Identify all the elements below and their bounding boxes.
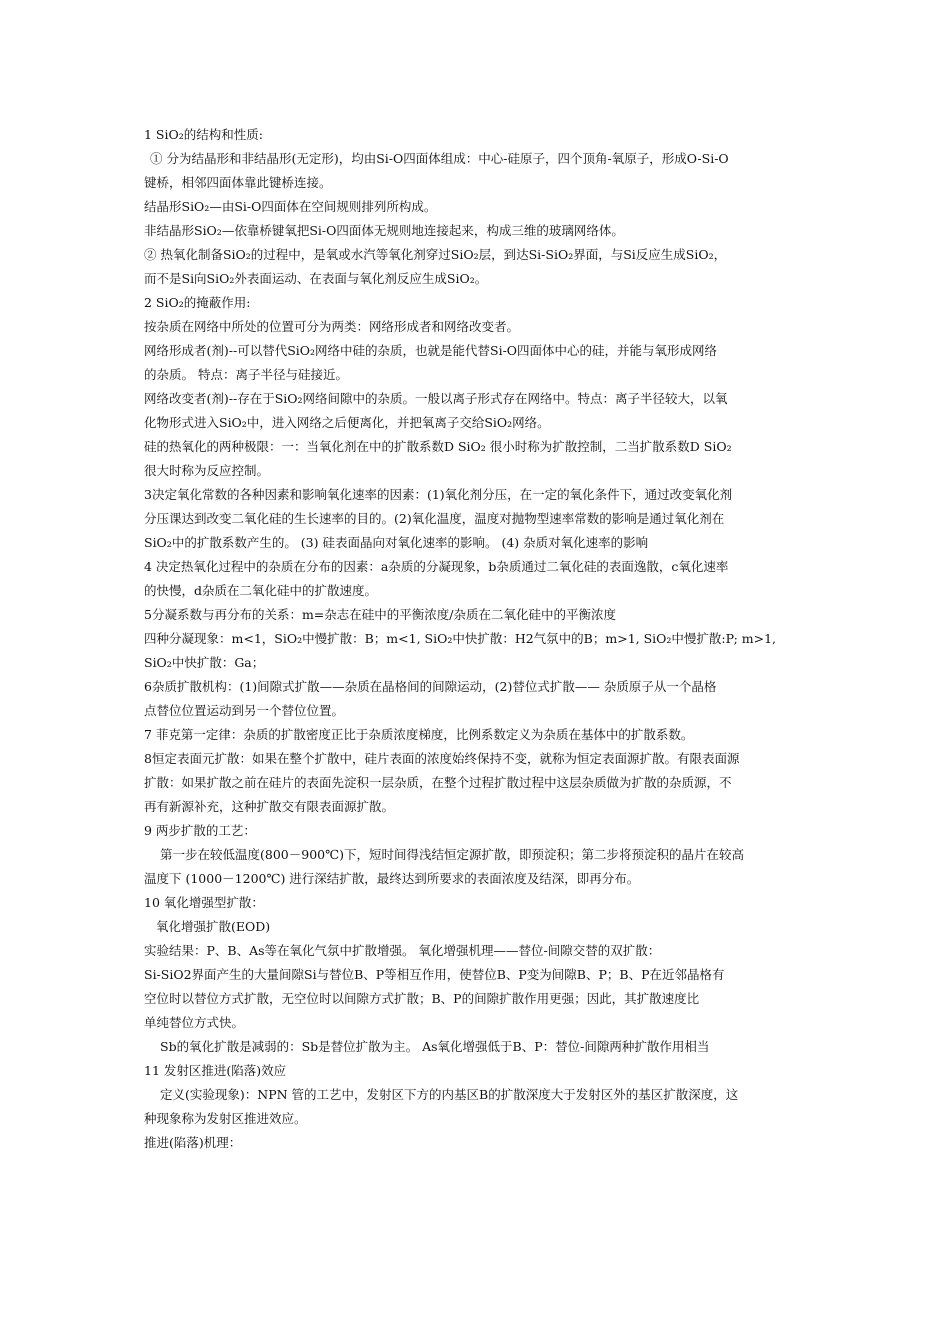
text-line: 非结晶形SiO₂—依靠桥键氧把Si-O四面体无规则地连接起来，构成三维的玻璃网络体。 xyxy=(144,223,624,238)
section-heading: 11 发射区推进(陷落)效应 xyxy=(144,1063,287,1078)
text-line: 键桥，相邻四面体靠此键桥连接。 xyxy=(144,175,332,190)
text-line: 空位时以替位方式扩散，无空位时以间隙方式扩散；B、P的间隙扩散作用更强；因此，其扩散速度比 xyxy=(144,991,700,1006)
section-heading: 5分凝系数与再分布的关系：m=杂志在硅中的平衡浓度/杂质在二氧化硅中的平衡浓度 xyxy=(144,607,616,622)
text-line: SiO₂中的扩散系数产生的。 (3) 硅表面晶向对氧化速率的影响。 (4) 杂质对氧化速率的影响 xyxy=(144,535,649,550)
text-line: 四种分凝现象：m<1，SiO₂中慢扩散：B；m<1, SiO₂中快扩散：H2气氛中的B；m>1, SiO₂中慢扩散:P; m>1, xyxy=(144,631,777,646)
text-line: 网络形成者(剂)--可以替代SiO₂网络中硅的杂质，也就是能代替Si-O四面体中心的硅，并能与氧形成网络 xyxy=(144,343,718,358)
text-line: 点替位位置运动到另一个替位位置。 xyxy=(144,703,345,718)
text-line: 氧化增强扩散(EOD) xyxy=(156,919,271,934)
text-line: 温度下 (1000－1200℃) 进行深结扩散，最终达到所要求的表面浓度及结深，即再分布。 xyxy=(144,871,640,886)
text-line: 扩散：如果扩散之前在硅片的表面先淀积一层杂质，在整个过程扩散过程中这层杂质做为扩散的杂质源，不 xyxy=(144,775,732,790)
text-line: 按杂质在网络中所处的位置可分为两类：网络形成者和网络改变者。 xyxy=(144,319,520,334)
section-heading: 6杂质扩散机构：(1)间隙式扩散——杂质在晶格间的间隙运动，(2)替位式扩散—— 杂质原子从一个晶格 xyxy=(144,679,717,694)
document-body xyxy=(144,123,810,1155)
text-line: 的快慢，d杂质在二氧化硅中的扩散速度。 xyxy=(144,583,378,598)
text-line: 再有新源补充，这种扩散交有限表面源扩散。 xyxy=(144,799,395,814)
text-line: 第一步在较低温度(800－900℃)下，短时间得浅结恒定源扩散，即预淀积；第二步将预淀积的晶片在较高 xyxy=(160,847,744,862)
text-line: ① 分为结晶形和非结晶形(无定形)，均由Si-O四面体组成：中心-硅原子，四个顶角-氧原子，形成O-Si-O xyxy=(150,151,729,166)
text-line: 的杂质。 特点：离子半径与硅接近。 xyxy=(144,367,348,382)
text-line: ② 热氧化制备SiO₂的过程中，是氧或水汽等氧化剂穿过SiO₂层，到达Si-SiO₂界面，与Si反应生成SiO₂， xyxy=(144,247,727,262)
text-line: 硅的热氧化的两种极限：一：当氧化剂在中的扩散系数D SiO₂ 很小时称为扩散控制，二当扩散系数D SiO₂ xyxy=(144,439,732,454)
text-line: 化物形式进入SiO₂中，进入网络之后便离化，并把氧离子交给SiO₂网络。 xyxy=(144,415,550,430)
section-heading: 1 SiO₂的结构和性质: xyxy=(144,127,263,142)
text-line: 推进(陷落)机理： xyxy=(144,1135,242,1150)
text-line: 定义(实验现象)：NPN 管的工艺中，发射区下方的内基区B的扩散深度大于发射区外的基区扩散深度，这 xyxy=(160,1087,739,1102)
text-line: 网络改变者(剂)--存在于SiO₂网络间隙中的杂质。一般以离子形式存在网络中。特点：离子半径较大，以氧 xyxy=(144,391,728,406)
section-heading: 10 氧化增强型扩散： xyxy=(144,895,264,910)
section-heading: 7 菲克第一定律：杂质的扩散密度正比于杂质浓度梯度，比例系数定义为杂质在基体中的扩散系数。 xyxy=(144,727,694,742)
text-line: 单纯替位方式快。 xyxy=(144,1015,245,1030)
text-line: Si-SiO2界面产生的大量间隙Si与替位B、P等相互作用，使替位B、P变为间隙B、P；B、P在近邻晶格有 xyxy=(144,967,725,982)
section-heading: 3决定氧化常数的各种因素和影响氧化速率的因素：(1)氧化剂分压，在一定的氧化条件下，通过改变氧化剂 xyxy=(144,487,733,502)
section-heading: 4 决定热氧化过程中的杂质在分布的因素：a杂质的分凝现象，b杂质通过二氧化硅的表面逸散，c氧化速率 xyxy=(144,559,729,574)
text-line: 分压课达到改变二氧化硅的生长速率的目的。(2)氧化温度，温度对抛物型速率常数的影响是通过氧化剂在 xyxy=(144,511,725,526)
text-line: 而不是Si向SiO₂外表面运动、在表面与氧化剂反应生成SiO₂。 xyxy=(144,271,488,286)
section-heading: 2 SiO₂的掩蔽作用: xyxy=(144,295,251,310)
text-line: SiO₂中快扩散：Ga； xyxy=(144,655,265,670)
section-heading: 9 两步扩散的工艺： xyxy=(144,823,256,838)
section-heading: 8恒定表面元扩散：如果在整个扩散中，硅片表面的浓度始终保持不变，就称为恒定表面源扩散。有限表面源 xyxy=(144,751,740,766)
text-line: 很大时称为反应控制。 xyxy=(144,463,270,478)
text-line: Sb的氧化扩散是减弱的：Sb是替位扩散为主。 As氧化增强低于B、P：替位-间隙两种扩散作用相当 xyxy=(160,1039,710,1054)
text-line: 结晶形SiO₂—由Si-O四面体在空间规则排列所构成。 xyxy=(144,199,437,214)
text-line: 种现象称为发射区推进效应。 xyxy=(144,1111,307,1126)
text-line: 实验结果：P、B、As等在氧化气氛中扩散增强。 氧化增强机理——替位-间隙交替的双扩散： xyxy=(144,943,661,958)
